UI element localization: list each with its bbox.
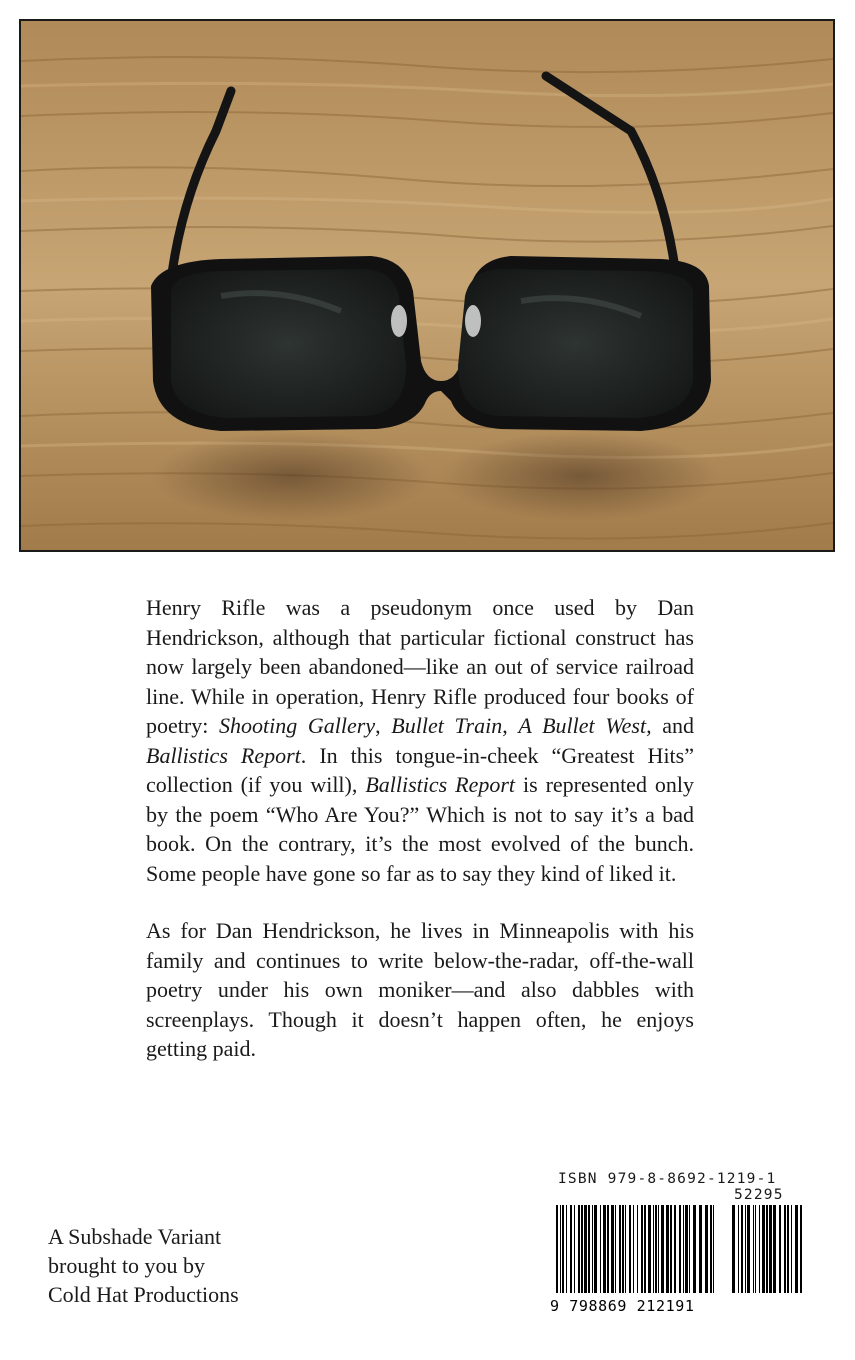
barcode-bar: [738, 1205, 739, 1293]
barcode-bar: [745, 1205, 746, 1293]
barcode-bar: [556, 1205, 558, 1293]
book-title: Shooting Gallery: [219, 713, 376, 738]
sunglasses-icon: [21, 21, 833, 550]
barcode-bar: [787, 1205, 789, 1293]
barcode-bar: [648, 1205, 651, 1293]
barcode-bar: [693, 1205, 696, 1293]
book-title: Ballistics Report: [146, 742, 301, 768]
barcode-bar: [791, 1205, 792, 1293]
barcode-bar: [800, 1205, 802, 1293]
barcode-bar: [622, 1205, 624, 1293]
barcode-bar: [560, 1205, 561, 1293]
barcode-bar: [611, 1205, 614, 1293]
imprint-line-2: brought to you by: [48, 1253, 206, 1278]
barcode-digits: 9 798869 212191: [550, 1297, 695, 1315]
barcode-bar: [795, 1205, 798, 1293]
isbn-barcode: [548, 1165, 813, 1315]
imprint-line-1: A Subshade Variant: [48, 1224, 222, 1249]
blurb-paragraph-2: As for Dan Hendrickson, he lives in Minneapolis with his family and continues to write below-the-radar, off-the-wall poetry under his own moniker—and also dabbles with screenplays. Though it doesn’t happen often, he enjoys getting paid.: [146, 918, 694, 1061]
blurb-paragraph-1: Henry Rifle was a pseudonym once used by Dan Hendrickson, although that particular fictional construct has now largely been abandoned—like an out of service railroad line. While in operation, Henry Rifle produced four books of poetry: Shooting Gallery, Bullet Train, A Bullet West, and Ballistics Report. In this tongue-in-cheek “Greatest Hits” collection (if you will), Ballistics Report is represented only by the poem “Who Are You?” Which is not to say it’s a bad book. On the contrary, it’s the most evolved of the bunch. Some people have gone so far as to say they kind of liked it.: [146, 595, 695, 886]
barcode-bar: [741, 1205, 743, 1293]
barcode-bar: [762, 1205, 765, 1293]
barcode-bar: [578, 1205, 580, 1293]
imprint-line-3: Cold Hat Productions: [48, 1282, 239, 1307]
barcode-bar: [562, 1205, 564, 1293]
barcode-bar: [600, 1205, 601, 1293]
barcode-bar: [689, 1205, 690, 1293]
barcode-bar: [641, 1205, 643, 1293]
barcode-bar: [629, 1205, 631, 1293]
barcode-bar: [581, 1205, 583, 1293]
barcode-bar: [759, 1205, 760, 1293]
barcode-bar: [653, 1205, 654, 1293]
barcode-bar: [658, 1205, 659, 1293]
barcode-bar: [619, 1205, 621, 1293]
barcode-bar: [615, 1205, 616, 1293]
barcode-bar: [644, 1205, 646, 1293]
barcode-bar: [637, 1205, 638, 1293]
barcode-bar: [670, 1205, 672, 1293]
barcode-bars: [548, 1205, 813, 1315]
cover-photo: [19, 19, 835, 552]
publisher-imprint: [48, 1222, 239, 1309]
barcode-bar: [705, 1205, 708, 1293]
barcode-bar: [574, 1205, 575, 1293]
barcode-bar: [588, 1205, 590, 1293]
barcode-bar: [683, 1205, 684, 1293]
barcode-bar: [732, 1205, 735, 1293]
price-code: 52295: [734, 1187, 784, 1203]
barcode-bar: [773, 1205, 776, 1293]
barcode-bar: [584, 1205, 587, 1293]
barcode-bar: [755, 1205, 756, 1293]
isbn-label: ISBN 979-8-8692-1219-1: [558, 1171, 777, 1187]
book-title: Bullet Train: [391, 713, 503, 738]
barcode-bar: [594, 1205, 597, 1293]
barcode-bar: [674, 1205, 676, 1293]
barcode-bar: [747, 1205, 750, 1293]
barcode-bar: [592, 1205, 593, 1293]
barcode-bar: [713, 1205, 714, 1293]
barcode-bar: [655, 1205, 657, 1293]
barcode-bar: [710, 1205, 712, 1293]
barcode-bar: [607, 1205, 609, 1293]
barcode-bar: [753, 1205, 754, 1293]
barcode-bar: [570, 1205, 572, 1293]
book-title: Ballistics Report: [365, 772, 516, 797]
barcode-bar: [679, 1205, 681, 1293]
barcode-bar: [699, 1205, 702, 1293]
barcode-bar: [625, 1205, 626, 1293]
barcode-bar: [779, 1205, 781, 1293]
barcode-bar: [685, 1205, 688, 1293]
barcode-bar: [769, 1205, 772, 1293]
barcode-bar: [766, 1205, 768, 1293]
book-title: A Bullet West,: [518, 713, 652, 738]
barcode-bar: [633, 1205, 634, 1293]
barcode-bar: [666, 1205, 669, 1293]
barcode-bar: [784, 1205, 786, 1293]
barcode-bar: [661, 1205, 664, 1293]
barcode-bar: [566, 1205, 567, 1293]
back-cover-blurb: [146, 593, 694, 1092]
barcode-bar: [603, 1205, 606, 1293]
